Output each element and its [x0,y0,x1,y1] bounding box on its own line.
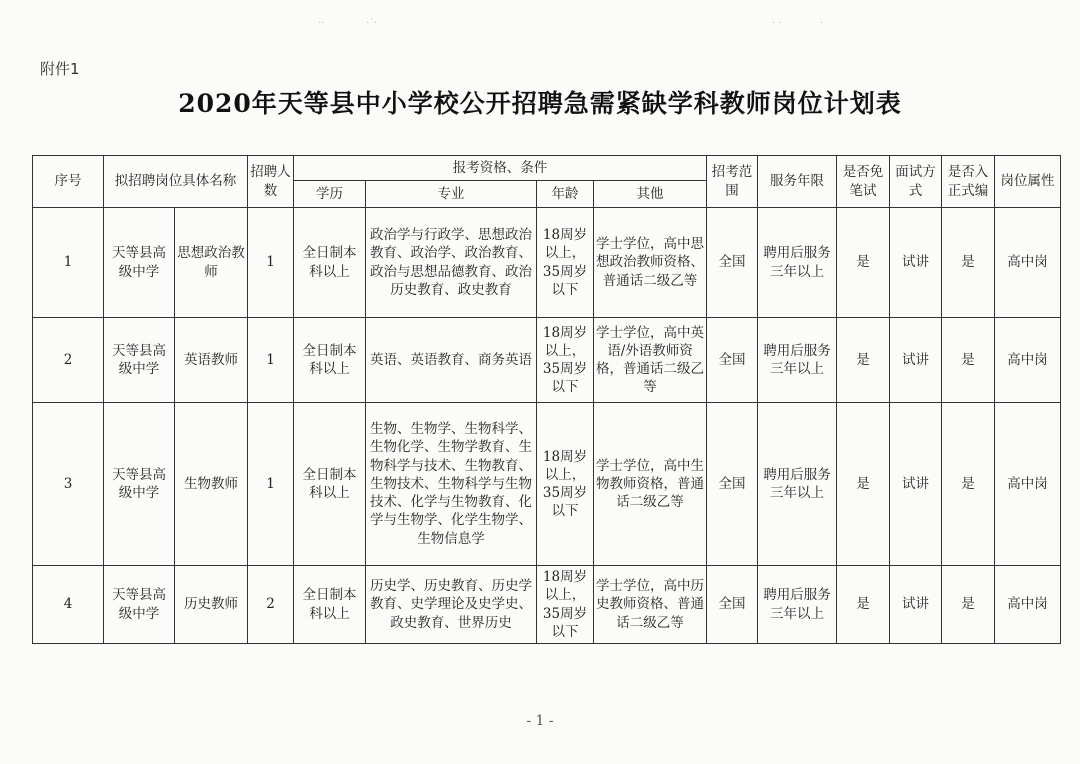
cell-interview: 试讲 [890,403,942,566]
header-service: 服务年限 [758,156,837,208]
cell-seq: 2 [33,318,104,403]
cell-exempt: 是 [837,566,890,644]
cell-seq: 1 [33,208,104,318]
cell-formal: 是 [942,318,995,403]
cell-unit: 天等县高级中学 [104,318,175,403]
header-seq: 序号 [33,156,104,208]
table-row [33,208,1061,318]
header-exempt: 是否免笔试 [837,156,890,208]
cell-formal: 是 [942,403,995,566]
cell-scope: 全国 [707,403,758,566]
cell-exempt: 是 [837,403,890,566]
cell-unit: 天等县高级中学 [104,403,175,566]
cell-formal: 是 [942,208,995,318]
header-scope: 招考范围 [707,156,758,208]
cell-count: 1 [248,403,294,566]
cell-education: 全日制本科以上 [294,566,366,644]
cell-other: 学士学位，高中生物教师资格，普通话二级乙等 [594,403,707,566]
scan-speck: · · [772,18,782,29]
header-age: 年龄 [537,181,594,208]
table-row [33,403,1061,566]
cell-formal: 是 [942,566,995,644]
cell-attribute: 高中岗 [995,403,1061,566]
attachment-label: 附件1 [40,60,80,78]
header-formal: 是否入正式编 [942,156,995,208]
page-title: 2020年天等县中小学校公开招聘急需紧缺学科教师岗位计划表 [178,89,902,118]
cell-service: 聘用后服务三年以上 [758,403,837,566]
cell-education: 全日制本科以上 [294,403,366,566]
cell-position: 英语教师 [175,318,248,403]
cell-major: 英语、英语教育、商务英语 [366,318,537,403]
cell-other: 学士学位，高中思想政治教师资格、普通话二级乙等 [594,208,707,318]
cell-scope: 全国 [707,208,758,318]
cell-count: 1 [248,208,294,318]
cell-interview: 试讲 [890,566,942,644]
cell-exempt: 是 [837,318,890,403]
cell-major: 政治学与行政学、思想政治教育、政治学、政治教育、政治与思想品德教育、政治历史教育、政史教育 [366,208,537,318]
table-row [33,566,1061,644]
cell-attribute: 高中岗 [995,566,1061,644]
cell-education: 全日制本科以上 [294,208,366,318]
cell-age: 18周岁以上，35周岁以下 [537,318,594,403]
header-other: 其他 [594,181,707,208]
table-row [33,318,1061,403]
cell-seq: 3 [33,403,104,566]
cell-unit: 天等县高级中学 [104,208,175,318]
cell-age: 18周岁以上，35周岁以下 [537,208,594,318]
cell-position: 历史教师 [175,566,248,644]
cell-service: 聘用后服务三年以上 [758,318,837,403]
header-major: 专业 [366,181,537,208]
header-attribute: 岗位属性 [995,156,1061,208]
header-qualifications: 报考资格、条件 [294,156,707,181]
cell-seq: 4 [33,566,104,644]
cell-service: 聘用后服务三年以上 [758,208,837,318]
cell-major: 历史学、历史教育、历史学教育、史学理论及史学史、政史教育、世界历史 [366,566,537,644]
cell-position: 生物教师 [175,403,248,566]
cell-other: 学士学位，高中英语/外语教师资格，普通话二级乙等 [594,318,707,403]
cell-major: 生物、生物学、生物科学、生物化学、生物学教育、生物科学与技术、生物教育、生物技术、生物科学与生物技术、化学与生物教育、化学与生物学、化学生物学、生物信息学 [366,403,537,566]
cell-other: 学士学位，高中历史教师资格、普通话二级乙等 [594,566,707,644]
cell-attribute: 高中岗 [995,208,1061,318]
cell-count: 2 [248,566,294,644]
header-count: 招聘人数 [248,156,294,208]
page-number: - 1 - [526,713,554,729]
header-education: 学历 [294,181,366,208]
cell-age: 18周岁以上，35周岁以下 [537,566,594,644]
cell-unit: 天等县高级中学 [104,566,175,644]
cell-position: 思想政治教师 [175,208,248,318]
cell-attribute: 高中岗 [995,318,1061,403]
cell-service: 聘用后服务三年以上 [758,566,837,644]
cell-interview: 试讲 [890,318,942,403]
cell-scope: 全国 [707,566,758,644]
recruitment-plan-table [32,155,1061,644]
cell-age: 18周岁以上，35周岁以下 [537,403,594,566]
header-row-top [33,156,1061,181]
cell-count: 1 [248,318,294,403]
scan-speck: ·˙· [366,18,378,29]
cell-exempt: 是 [837,208,890,318]
cell-scope: 全国 [707,318,758,403]
scan-speck: ·· [318,18,325,29]
cell-education: 全日制本科以上 [294,318,366,403]
cell-interview: 试讲 [890,208,942,318]
scan-speck: · [820,18,824,29]
header-interview: 面试方式 [890,156,942,208]
header-position-name: 拟招聘岗位具体名称 [104,156,248,208]
